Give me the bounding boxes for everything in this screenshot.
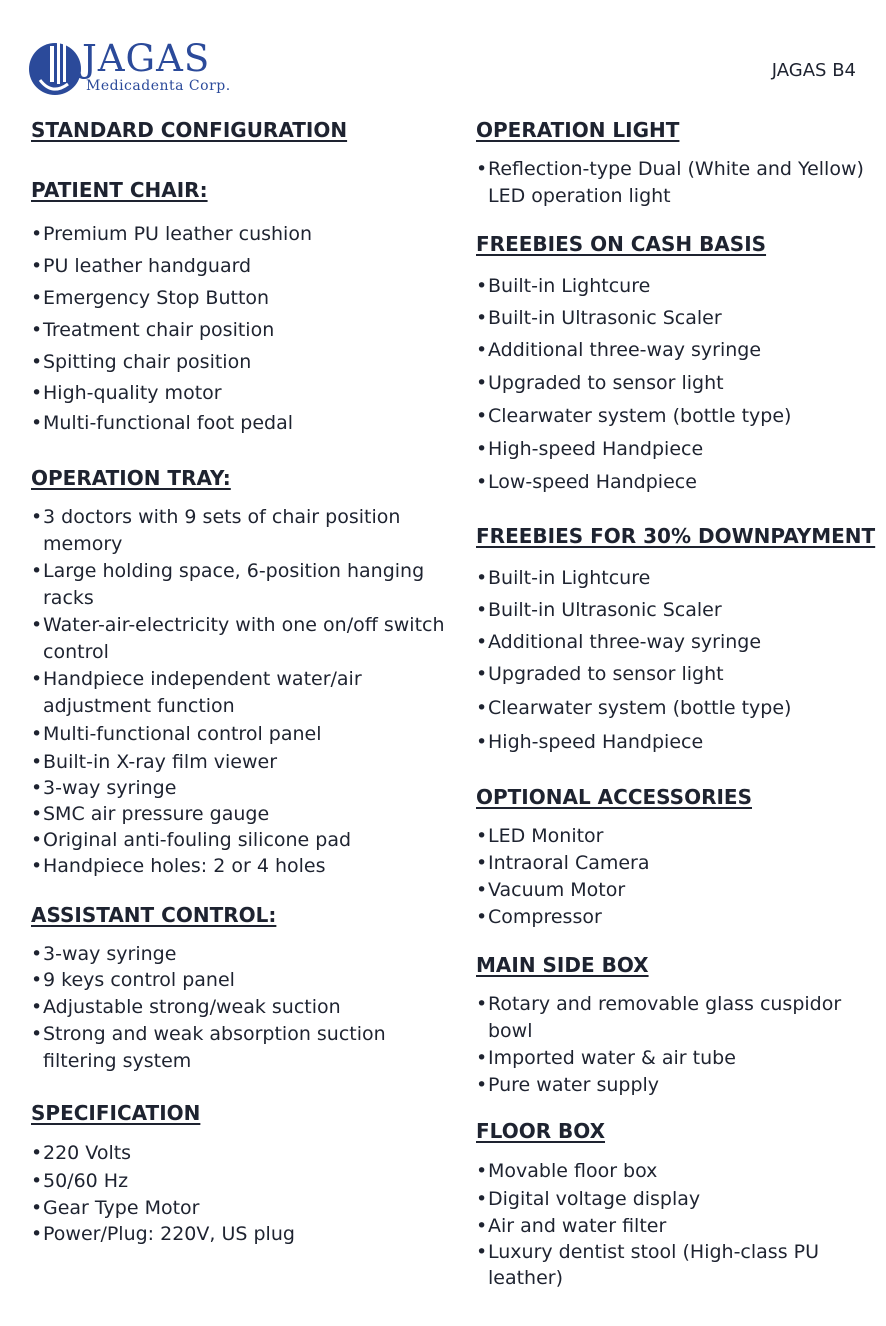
item-list xyxy=(476,562,871,759)
list-item: • Built-in Ultrasonic Scaler xyxy=(476,594,871,626)
list-item: • Luxury dentist stool (High-class PU leather) xyxy=(476,1239,871,1291)
list-item: • Movable floor box xyxy=(476,1157,871,1185)
list-item: • Upgraded to sensor light xyxy=(476,367,871,399)
list-item: • Built-in Lightcure xyxy=(476,562,871,594)
list-item: • 9 keys control panel xyxy=(31,967,446,993)
logo-emblem-icon xyxy=(28,40,84,98)
item-list xyxy=(31,1139,446,1247)
item-list xyxy=(31,941,446,1075)
item-list xyxy=(476,270,871,498)
section-operation-light xyxy=(476,118,871,210)
section-title: OPERATION TRAY: xyxy=(31,466,231,490)
list-item: • Rotary and removable glass cuspidor bowl xyxy=(476,991,871,1045)
list-item: • Clearwater system (bottle type) xyxy=(476,399,871,433)
list-item: • 220 Volts xyxy=(31,1139,446,1167)
section-optional-accessories xyxy=(476,785,871,931)
section-title: OPERATION LIGHT xyxy=(476,118,680,142)
list-item: • Multi-functional foot pedal xyxy=(31,408,446,438)
list-item: • 3-way syringe xyxy=(31,775,446,801)
list-item: • Vacuum Motor xyxy=(476,877,871,904)
section-freebies-downpayment xyxy=(476,524,876,759)
section-title: PATIENT CHAIR: xyxy=(31,178,208,202)
list-item: • Air and water filter xyxy=(476,1213,871,1239)
list-item: • Built-in Ultrasonic Scaler xyxy=(476,302,871,334)
item-list xyxy=(476,156,871,210)
list-item: • Reflection-type Dual (White and Yellow) LED operation light xyxy=(476,156,871,210)
list-item: • Multi-functional control panel xyxy=(31,720,446,749)
left-column xyxy=(31,118,446,1271)
list-item: • Built-in Lightcure xyxy=(476,270,871,302)
list-item: • Gear Type Motor xyxy=(31,1195,446,1221)
section-standard-configuration xyxy=(31,118,446,142)
list-item: • Digital voltage display xyxy=(476,1185,871,1213)
list-item: • Upgraded to sensor light xyxy=(476,658,871,691)
list-item: • Premium PU leather cushion xyxy=(31,218,446,250)
section-title: ASSISTANT CONTROL: xyxy=(31,903,277,927)
list-item: • Compressor xyxy=(476,904,871,931)
list-item: • Intraoral Camera xyxy=(476,850,871,877)
item-list xyxy=(476,823,871,931)
section-title: FREEBIES ON CASH BASIS xyxy=(476,232,767,256)
item-list xyxy=(476,991,871,1099)
section-specification xyxy=(31,1101,446,1247)
list-item: • 50/60 Hz xyxy=(31,1167,446,1195)
section-floor-box xyxy=(476,1119,871,1291)
section-title: SPECIFICATION xyxy=(31,1101,201,1125)
list-item: • Additional three-way syringe xyxy=(476,626,871,658)
list-item: • Spitting chair position xyxy=(31,346,446,378)
section-title: STANDARD CONFIGURATION xyxy=(31,118,348,142)
list-item: • Emergency Stop Button xyxy=(31,282,446,314)
section-freebies-cash xyxy=(476,232,871,498)
section-title: MAIN SIDE BOX xyxy=(476,953,649,977)
list-item: • Built-in X-ray film viewer xyxy=(31,749,446,775)
section-main-side-box xyxy=(476,953,871,1099)
section-operation-tray xyxy=(31,466,446,879)
list-item: • Handpiece holes: 2 or 4 holes xyxy=(31,853,446,879)
model-name: JAGAS B4 xyxy=(771,60,856,81)
company-logo xyxy=(28,37,248,100)
section-patient-chair xyxy=(31,178,446,438)
section-title: FLOOR BOX xyxy=(476,1119,606,1143)
list-item: • Clearwater system (bottle type) xyxy=(476,691,871,725)
list-item: • Adjustable strong/weak suction xyxy=(31,993,446,1021)
list-item: • Power/Plug: 220V, US plug xyxy=(31,1221,446,1247)
right-column xyxy=(476,118,876,1315)
list-item: • Pure water supply xyxy=(476,1072,871,1099)
list-item: • Large holding space, 6-position hanging racks xyxy=(31,558,446,612)
list-item: • PU leather handguard xyxy=(31,250,446,282)
section-assistant-control xyxy=(31,903,446,1075)
list-item: • High-speed Handpiece xyxy=(476,725,871,759)
logo-subtitle: Medicadenta Corp. xyxy=(86,78,231,94)
section-title: FREEBIES FOR 30% DOWNPAYMENT xyxy=(476,524,876,548)
item-list xyxy=(31,504,446,879)
list-item: • High-quality motor xyxy=(31,378,446,408)
list-item: • High-speed Handpiece xyxy=(476,433,871,466)
list-item: • Water-air-electricity with one on/off switch control xyxy=(31,612,446,666)
list-item: • SMC air pressure gauge xyxy=(31,801,446,827)
list-item: • Imported water & air tube xyxy=(476,1045,871,1072)
list-item: • 3 doctors with 9 sets of chair position memory xyxy=(31,504,446,558)
list-item: • Strong and weak absorption suction filtering system xyxy=(31,1021,446,1075)
list-item: • Additional three-way syringe xyxy=(476,334,871,367)
list-item: • Handpiece independent water/air adjustment function xyxy=(31,666,446,720)
item-list xyxy=(31,218,446,438)
list-item: • 3-way syringe xyxy=(31,941,446,967)
list-item: • Low-speed Handpiece xyxy=(476,466,871,498)
logo-name: JAGAS xyxy=(82,37,211,80)
list-item: • Original anti-fouling silicone pad xyxy=(31,827,446,853)
item-list xyxy=(476,1157,871,1291)
list-item: • Treatment chair position xyxy=(31,314,446,346)
list-item: • LED Monitor xyxy=(476,823,871,850)
section-title: OPTIONAL ACCESSORIES xyxy=(476,785,752,809)
